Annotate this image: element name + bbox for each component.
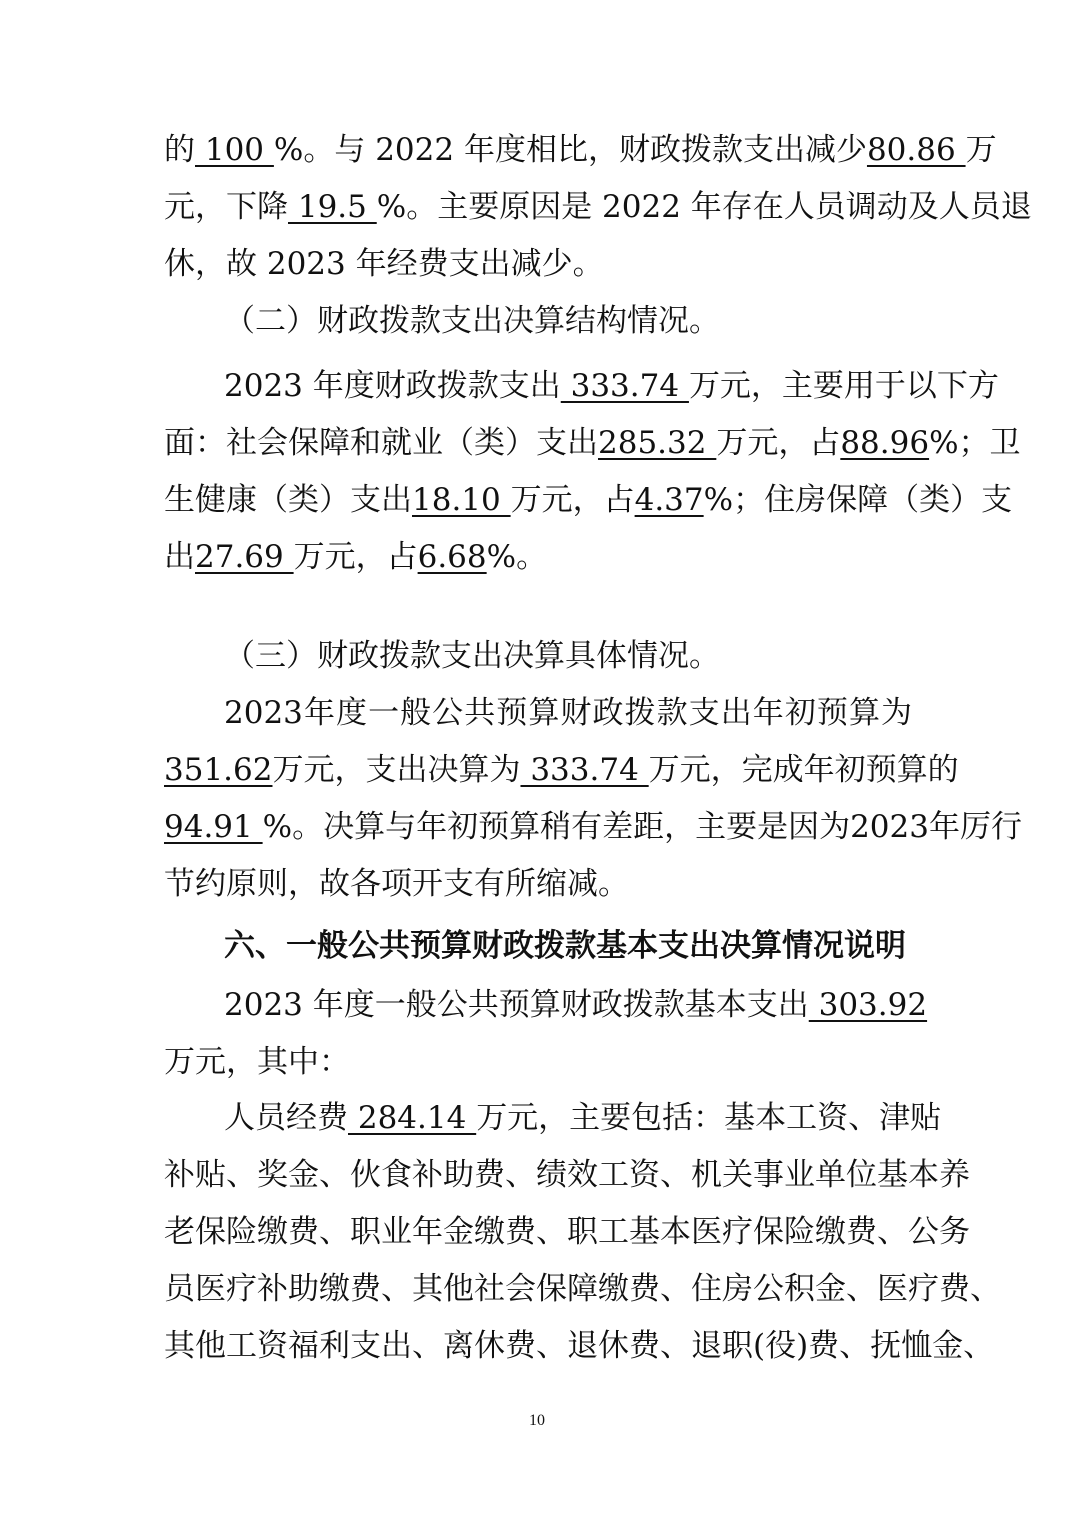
text-segment: 的	[164, 132, 195, 168]
paragraph-line	[164, 187, 1032, 227]
text-segment: 面：社会保障和就业（类）支出	[164, 425, 598, 461]
text-segment: 2023 年度一般公共预算财政拨款基本支出	[224, 987, 809, 1023]
underlined-value: 100	[195, 132, 274, 168]
section-heading: 六、一般公共预算财政拨款基本支出决算情况说明	[224, 928, 906, 964]
paragraph-line: 节约原则，故各项开支有所缩减。	[164, 866, 629, 902]
text-segment: 万元，占	[293, 539, 418, 575]
section-subheading: （三）财政拨款支出决算具体情况。	[224, 638, 720, 674]
underlined-value: 88.96	[840, 425, 930, 461]
paragraph-line	[164, 537, 912, 577]
underlined-value: 333.74	[520, 752, 649, 788]
underlined-value: 6.68	[417, 539, 487, 575]
paragraph-line: 老保险缴费、职业年金缴费、职工基本医疗保险缴费、公务	[164, 1214, 970, 1250]
paragraph-line	[164, 130, 997, 170]
paragraph-line	[164, 807, 1022, 847]
underlined-value: 18.10	[412, 482, 511, 518]
underlined-value: 303.92	[808, 987, 928, 1023]
text-segment: 万元，占	[716, 425, 841, 461]
text-segment: %。与 2022 年度相比，财政拨款支出减少	[273, 132, 867, 168]
underlined-value: 333.74	[560, 368, 689, 404]
text-segment: 2023 年度财政拨款支出	[224, 368, 561, 404]
paragraph-line: 其他工资福利支出、离休费、退休费、退职(役)费、抚恤金、	[164, 1328, 995, 1364]
underlined-value: 19.5	[288, 189, 377, 225]
text-segment: %。	[486, 539, 548, 575]
text-segment: %。主要原因是 2022 年存在人员调动及人员退	[376, 189, 1032, 225]
text-segment: 万	[965, 132, 997, 168]
paragraph-line: 万元，其中：	[164, 1044, 350, 1080]
text-segment: %；住房保障（类）支	[703, 482, 1013, 518]
paragraph-line: 补贴、奖金、伙食补助费、绩效工资、机关事业单位基本养	[164, 1157, 970, 1193]
text-segment: 万元，完成年初预算的	[648, 752, 959, 788]
underlined-value: 80.86	[866, 132, 966, 168]
paragraph-line	[224, 985, 928, 1025]
underlined-value: 351.62	[164, 752, 273, 788]
text-segment: 人员经费	[224, 1100, 348, 1136]
underlined-value: 94.91	[164, 809, 263, 845]
text-segment: 万元，支出决算为	[272, 752, 521, 788]
paragraph-line	[164, 750, 959, 790]
text-segment: 万元，主要用于以下方	[688, 368, 999, 404]
underlined-value: 27.69	[195, 539, 294, 575]
paragraph-line	[164, 423, 1021, 463]
underlined-value: 285.32	[598, 425, 717, 461]
paragraph-line	[224, 366, 999, 406]
underlined-value: 4.37	[634, 482, 704, 518]
text-segment: 万元，占	[510, 482, 635, 518]
text-segment: %。决算与年初预算稍有差距，主要是因为2023年厉行	[262, 809, 1022, 845]
paragraph-line	[224, 1098, 942, 1138]
paragraph-line: 2023年度一般公共预算财政拨款支出年初预算为	[224, 695, 912, 731]
text-segment: 出	[164, 539, 195, 575]
paragraph-line	[164, 480, 1013, 520]
page-number: 10	[529, 1412, 545, 1429]
text-segment: 生健康（类）支出	[164, 482, 412, 518]
section-subheading: （二）财政拨款支出决算结构情况。	[224, 303, 720, 339]
text-segment: 万元，主要包括：基本工资、津贴	[476, 1100, 942, 1136]
text-segment: %；卫	[929, 425, 1021, 461]
paragraph-line: 休，故 2023 年经费支出减少。	[164, 246, 604, 282]
underlined-value: 284.14	[348, 1100, 477, 1136]
text-segment: 元，下降	[164, 189, 288, 225]
paragraph-line: 员医疗补助缴费、其他社会保障缴费、住房公积金、医疗费、	[164, 1271, 1001, 1307]
